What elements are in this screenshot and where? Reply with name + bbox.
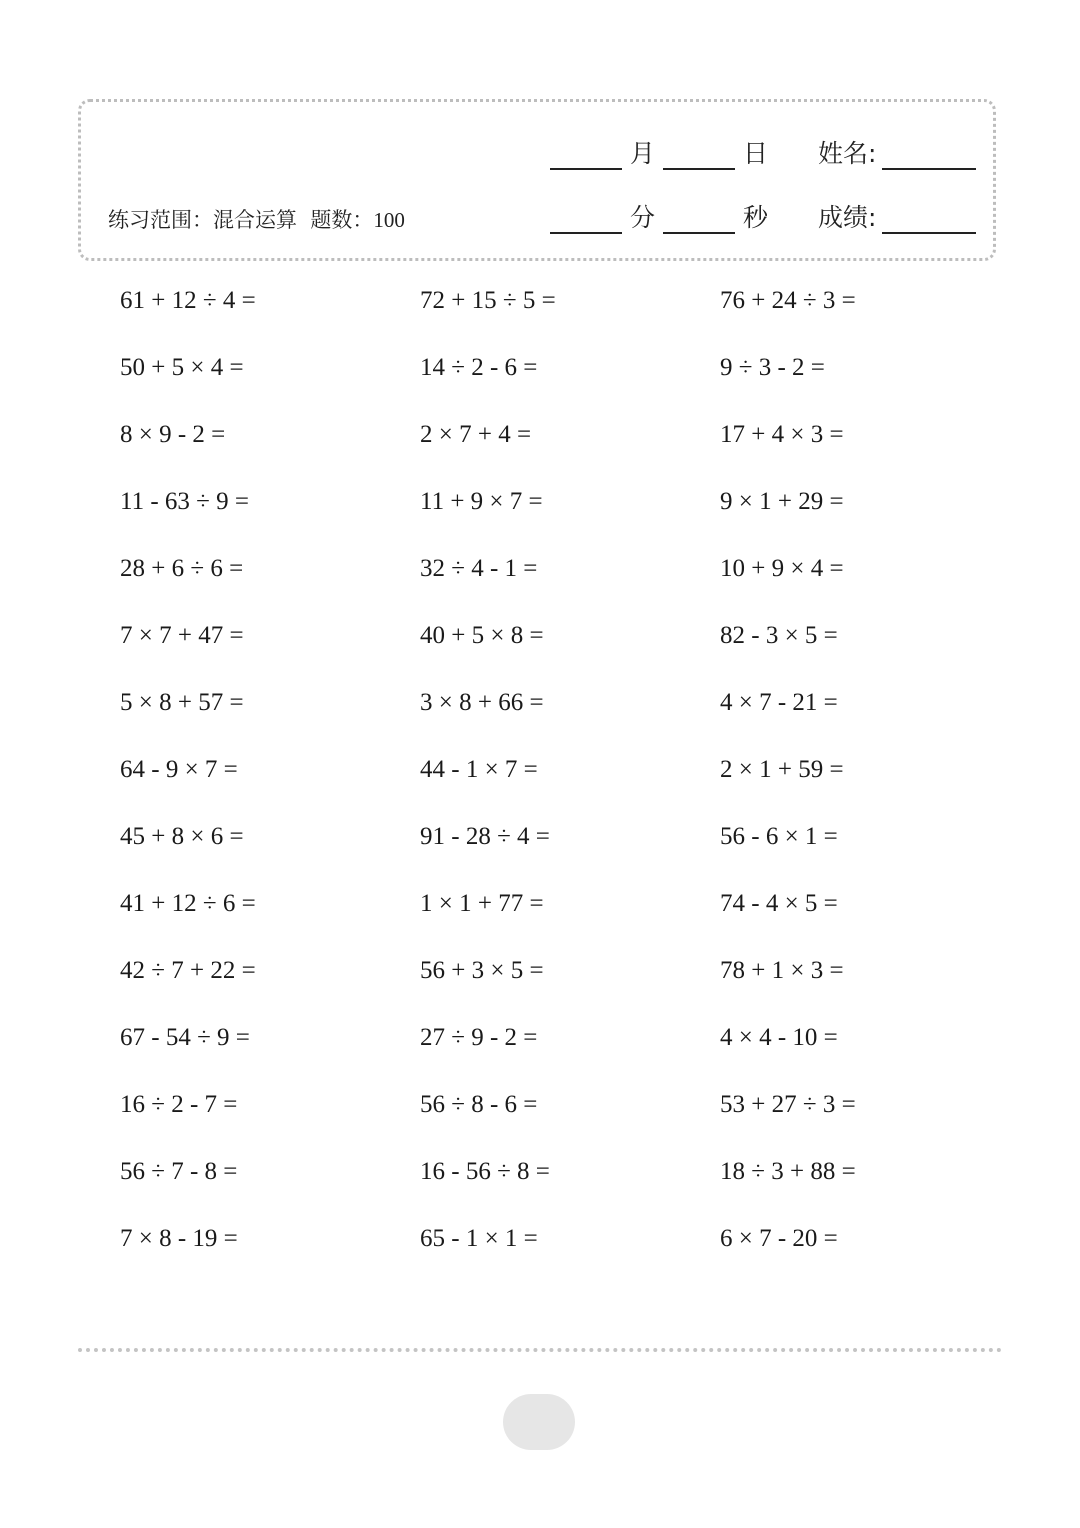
- math-problem: 11 + 9 × 7 =: [420, 488, 543, 515]
- math-problem: 40 + 5 × 8 =: [420, 622, 544, 649]
- math-problem: 2 × 1 + 59 =: [720, 756, 844, 783]
- second-blank[interactable]: [663, 210, 735, 234]
- math-problem: 16 - 56 ÷ 8 =: [420, 1158, 550, 1185]
- name-label: 姓名:: [818, 139, 877, 168]
- math-problem: 56 - 6 × 1 =: [720, 823, 838, 850]
- math-problem: 65 - 1 × 1 =: [420, 1225, 538, 1252]
- math-problem: 9 ÷ 3 - 2 =: [720, 354, 825, 381]
- problem-row: [120, 484, 1020, 551]
- problem-row: [120, 685, 1020, 752]
- day-label: 日: [743, 139, 769, 168]
- math-problem: 11 - 63 ÷ 9 =: [120, 488, 249, 515]
- math-problem: 1 × 1 + 77 =: [420, 890, 544, 917]
- math-problem: 4 × 7 - 21 =: [720, 689, 838, 716]
- math-problem: 91 - 28 ÷ 4 =: [420, 823, 550, 850]
- problem-row: [120, 417, 1020, 484]
- page-number-badge: [503, 1394, 575, 1450]
- math-problem: 56 ÷ 8 - 6 =: [420, 1091, 538, 1118]
- math-problem: 7 × 7 + 47 =: [120, 622, 244, 649]
- problem-row: [120, 886, 1020, 953]
- problem-count: 100: [373, 208, 405, 232]
- math-problem: 4 × 4 - 10 =: [720, 1024, 838, 1051]
- math-problem: 44 - 1 × 7 =: [420, 756, 538, 783]
- second-label: 秒: [743, 203, 769, 232]
- math-problem: 64 - 9 × 7 =: [120, 756, 238, 783]
- problem-row: [120, 953, 1020, 1020]
- date-name-row: [550, 134, 976, 170]
- problem-row: [120, 350, 1020, 417]
- problem-row: [120, 1154, 1020, 1221]
- score-label: 成绩:: [818, 203, 877, 232]
- math-problem: 6 × 7 - 20 =: [720, 1225, 838, 1252]
- math-problem: 56 ÷ 7 - 8 =: [120, 1158, 238, 1185]
- math-problem: 76 + 24 ÷ 3 =: [720, 287, 856, 314]
- math-problem: 28 + 6 ÷ 6 =: [120, 555, 244, 582]
- math-problem: 16 ÷ 2 - 7 =: [120, 1091, 238, 1118]
- range-label: 练习范围：混合运算 题数：: [108, 208, 374, 232]
- problem-row: [120, 551, 1020, 618]
- math-problem: 32 ÷ 4 - 1 =: [420, 555, 538, 582]
- math-problem: 74 - 4 × 5 =: [720, 890, 838, 917]
- name-blank[interactable]: [882, 146, 976, 170]
- practice-range: [108, 204, 405, 234]
- math-problem: 7 × 8 - 19 =: [120, 1225, 238, 1252]
- math-problem: 42 ÷ 7 + 22 =: [120, 957, 256, 984]
- math-problem: 82 - 3 × 5 =: [720, 622, 838, 649]
- problem-row: [120, 618, 1020, 685]
- math-problem: 10 + 9 × 4 =: [720, 555, 844, 582]
- math-problem: 41 + 12 ÷ 6 =: [120, 890, 256, 917]
- math-problem: 45 + 8 × 6 =: [120, 823, 244, 850]
- problem-row: [120, 283, 1020, 350]
- problem-row: [120, 819, 1020, 886]
- math-problem: 8 × 9 - 2 =: [120, 421, 226, 448]
- minute-blank[interactable]: [550, 210, 622, 234]
- math-problem: 78 + 1 × 3 =: [720, 957, 844, 984]
- math-problem: 5 × 8 + 57 =: [120, 689, 244, 716]
- math-problem: 3 × 8 + 66 =: [420, 689, 544, 716]
- time-score-row: [550, 198, 976, 234]
- day-blank[interactable]: [663, 146, 735, 170]
- math-problem: 2 × 7 + 4 =: [420, 421, 532, 448]
- score-blank[interactable]: [882, 210, 976, 234]
- problem-row: [120, 1221, 1020, 1288]
- footer-divider: [78, 1348, 1002, 1352]
- minute-label: 分: [630, 203, 656, 232]
- math-problem: 14 ÷ 2 - 6 =: [420, 354, 538, 381]
- math-problem: 61 + 12 ÷ 4 =: [120, 287, 256, 314]
- math-problem: 17 + 4 × 3 =: [720, 421, 844, 448]
- math-problem: 56 + 3 × 5 =: [420, 957, 544, 984]
- month-blank[interactable]: [550, 146, 622, 170]
- problem-grid: [120, 283, 1020, 1288]
- math-problem: 50 + 5 × 4 =: [120, 354, 244, 381]
- math-problem: 67 - 54 ÷ 9 =: [120, 1024, 250, 1051]
- problem-row: [120, 1087, 1020, 1154]
- math-problem: 18 ÷ 3 + 88 =: [720, 1158, 856, 1185]
- math-problem: 9 × 1 + 29 =: [720, 488, 844, 515]
- math-problem: 53 + 27 ÷ 3 =: [720, 1091, 856, 1118]
- problem-row: [120, 752, 1020, 819]
- header-box: [78, 99, 996, 261]
- month-label: 月: [630, 139, 656, 168]
- math-problem: 27 ÷ 9 - 2 =: [420, 1024, 538, 1051]
- problem-row: [120, 1020, 1020, 1087]
- math-problem: 72 + 15 ÷ 5 =: [420, 287, 556, 314]
